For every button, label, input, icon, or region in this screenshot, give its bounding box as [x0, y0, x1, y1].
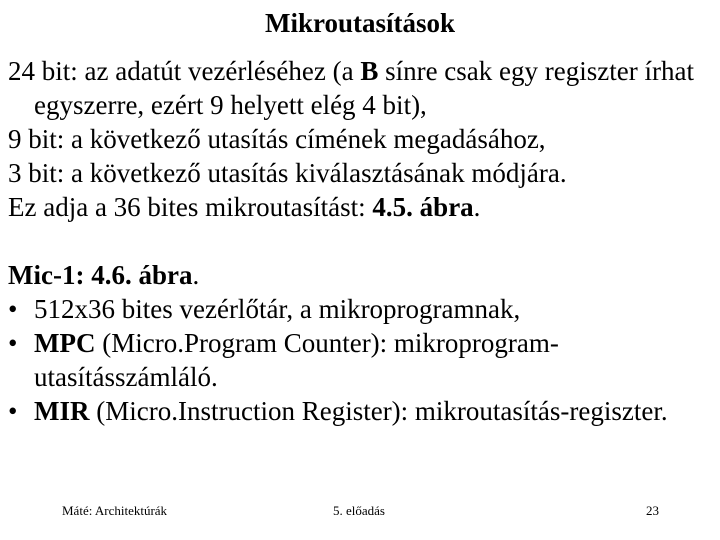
mic1-heading-period: . [192, 260, 200, 290]
mic1-block [8, 258, 708, 428]
mpc-description: (Micro.Program Counter): mikroprogram-utasításszámláló. [34, 328, 559, 392]
bullet-item-mir [8, 394, 708, 428]
footer-page-number: 23 [646, 503, 659, 518]
bullet-icon: • [8, 396, 18, 426]
paragraph-24-bit-text-a: 24 bit: az adatút vezérléséhez (a [8, 56, 361, 86]
footer-lecture: 5. előadás [333, 503, 385, 518]
paragraph-36-bit-text-a: Ez adja a 36 bites mikroutasítást: [8, 192, 373, 222]
bullet-item-control-store [8, 292, 708, 326]
bullet-icon: • [8, 294, 18, 324]
mic1-heading-bold: Mic-1: 4.6. ábra [8, 260, 193, 290]
paragraph-24-bit [8, 54, 708, 122]
figure-ref-4-5: 4.5. ábra [372, 192, 474, 222]
footer-author: Máté: Architektúrák [62, 503, 168, 518]
paragraph-24-bit-text-c: sínre csak egy regiszter írhat egyszerre, ezért 9 helyett elég 4 bit), [34, 56, 694, 120]
paragraph-9-bit: 9 bit: a következő utasítás címének megadásához, [8, 124, 546, 154]
paragraph-3-bit: 3 bit: a következő utasítás kiválasztásának módjára. [8, 158, 567, 188]
bullet-text [34, 326, 708, 394]
bullet-item-mpc [8, 326, 708, 394]
bullet-text: 512x36 bites vezérlőtár, a mikroprogramnak, [34, 294, 521, 324]
bus-b-label: B [360, 56, 379, 86]
slide-title: Mikroutasítások [264, 8, 456, 38]
paragraph-36-bit-text-c: . [473, 192, 481, 222]
mir-description: (Micro.Instruction Register): mikroutasítás-regiszter. [89, 396, 668, 426]
bullet-text [34, 394, 708, 428]
bullet-icon: • [8, 328, 18, 358]
mpc-label: MPC [34, 328, 96, 358]
mic1-heading [8, 258, 708, 292]
mir-label: MIR [34, 396, 90, 426]
paragraph-36-bit [8, 190, 708, 224]
bit-fields-block [8, 54, 708, 224]
